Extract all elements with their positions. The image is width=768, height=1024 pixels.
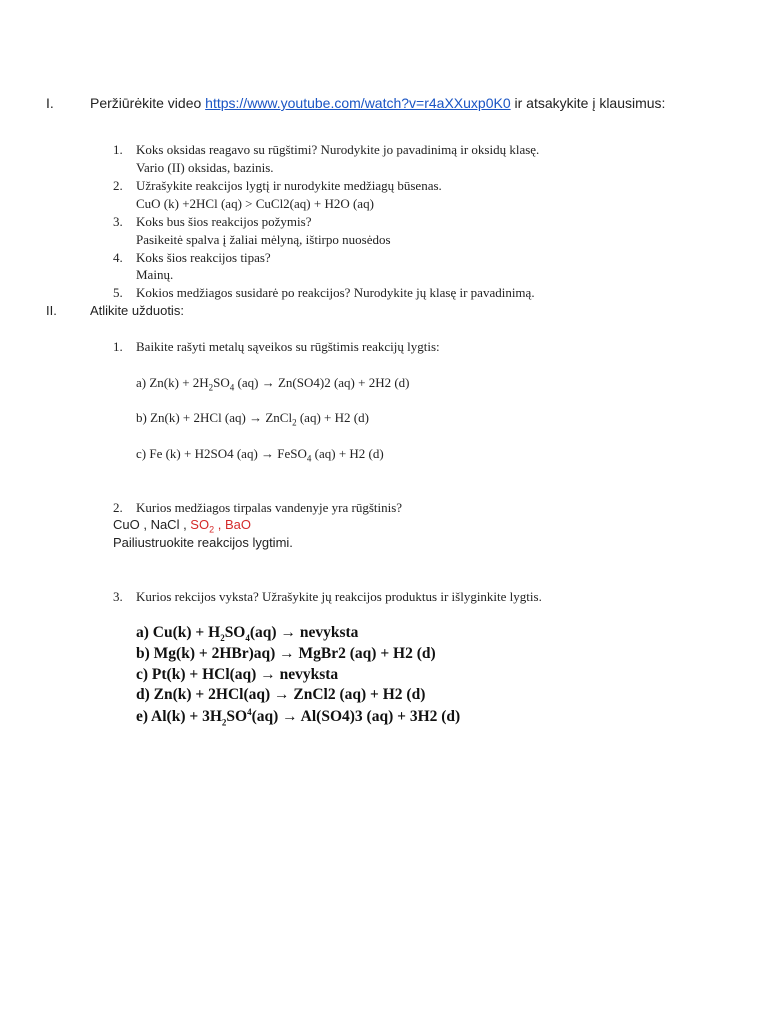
task3-number: 3. <box>113 589 123 604</box>
q5-number: 5. <box>113 285 123 300</box>
eq-b-part2: (aq) + H2 (d) <box>296 410 369 425</box>
task2-question: Kurios medžiagos tirpalas vandenyje yra rūgštinis? <box>136 500 403 515</box>
bao-highlight: , BaO <box>214 517 251 532</box>
task3-equation-d: d) Zn(k) + 2HCl(aq) → ZnCl2 (aq) + H2 (d) <box>136 686 426 703</box>
task2-substances <box>113 517 251 535</box>
q4-question: Koks šios reakcijos tipas? <box>136 250 271 265</box>
task1-number: 1. <box>113 339 123 354</box>
task1-equation-c <box>136 446 384 464</box>
so2-sub: 2 <box>209 524 215 535</box>
eq-a-part1: a) Zn(k) + 2H <box>136 375 209 390</box>
task3-equation-c: c) Pt(k) + HCl(aq) → nevyksta <box>136 666 339 683</box>
eq-b-sub1: 2 <box>292 417 297 428</box>
task1-equation-b <box>136 410 369 428</box>
t3a-part1: a) Cu(k) + H <box>136 624 221 641</box>
q1-number: 1. <box>113 142 123 157</box>
so2-highlight <box>190 517 215 535</box>
task2-number: 2. <box>113 500 123 515</box>
eq-b-part1: b) Zn(k) + 2HCl (aq) → ZnCl <box>136 410 293 425</box>
t3e-sup: 4 <box>247 707 252 717</box>
eq-a-sub1: 2 <box>208 382 214 393</box>
task1-question: Baikite rašyti metalų sąveikos su rūgštimis reakcijų lygtis: <box>136 339 440 354</box>
task3-question: Kurios rekcijos vyksta? Užrašykite jų reakcijos produktus ir išlyginkite lygtis. <box>136 589 542 604</box>
t3e-part1: e) Al(k) + 3H <box>136 708 222 726</box>
section-1-intro <box>90 95 665 111</box>
t3e-part2: SO <box>226 708 248 726</box>
intro-text-after: ir atsakykite į klausimus: <box>510 95 666 111</box>
t3a-sub1: 2 <box>220 633 225 644</box>
task2-note: Pailiustruokite reakcijos lygtimi. <box>113 535 293 550</box>
substances-plain: CuO , NaCl , <box>113 517 191 532</box>
q2-question: Užrašykite reakcijos lygtį ir nurodykite medžiagų būsenas. <box>136 178 442 193</box>
q3-number: 3. <box>113 214 123 229</box>
eq-a-part3: (aq) → Zn(SO4)2 (aq) + 2H2 (d) <box>234 375 410 390</box>
t3a-part2: SO <box>224 624 246 641</box>
q4-number: 4. <box>113 250 123 265</box>
section-2-title: Atlikite užduotis: <box>90 303 184 318</box>
task3-equation-a <box>136 624 358 643</box>
youtube-link[interactable]: https://www.youtube.com/watch?v=r4aXXuxp0K0 <box>205 95 511 111</box>
t3e-sub1: 2 <box>221 717 227 728</box>
q3-question: Koks bus šios reakcijos požymis? <box>136 214 312 229</box>
section-1-numeral: I. <box>46 95 54 111</box>
q5-question: Kokios medžiagos susidarė po reakcijos? Nurodykite jų klasę ir pavadinimą. <box>136 285 535 300</box>
so2-formula: SO <box>190 517 210 532</box>
t3a-part3: (aq) → nevyksta <box>249 624 359 641</box>
eq-a-sub2: 4 <box>229 382 235 393</box>
task3-equation-e <box>136 707 460 727</box>
task3-equation-b: b) Mg(k) + 2HBr)aq) → MgBr2 (aq) + H2 (d) <box>136 645 436 662</box>
section-2-numeral: II. <box>46 303 57 318</box>
q1-question: Koks oksidas reagavo su rūgštimi? Nurodykite jo pavadinimą ir oksidų klasę. <box>136 142 540 157</box>
q4-answer: Mainų. <box>136 267 174 282</box>
q2-answer: CuO (k) +2HCl (aq) > CuCl2(aq) + H2O (aq) <box>136 196 374 211</box>
task1-equation-a <box>136 375 410 393</box>
eq-c-part1: c) Fe (k) + H2SO4 (aq) → FeSO <box>136 446 307 461</box>
eq-c-sub1: 4 <box>306 453 312 464</box>
q1-answer: Vario (II) oksidas, bazinis. <box>136 160 274 175</box>
intro-text-before: Peržiūrėkite video <box>90 95 206 111</box>
t3a-sub2: 4 <box>245 633 250 644</box>
eq-a-part2: SO <box>213 375 230 390</box>
t3e-part3: (aq) → Al(SO4)3 (aq) + 3H2 (d) <box>251 708 461 726</box>
eq-c-part2: (aq) + H2 (d) <box>311 446 384 461</box>
q3-answer: Pasikeitė spalva į žaliai mėlyną, ištirpo nuosėdos <box>136 232 391 247</box>
q2-number: 2. <box>113 178 123 193</box>
